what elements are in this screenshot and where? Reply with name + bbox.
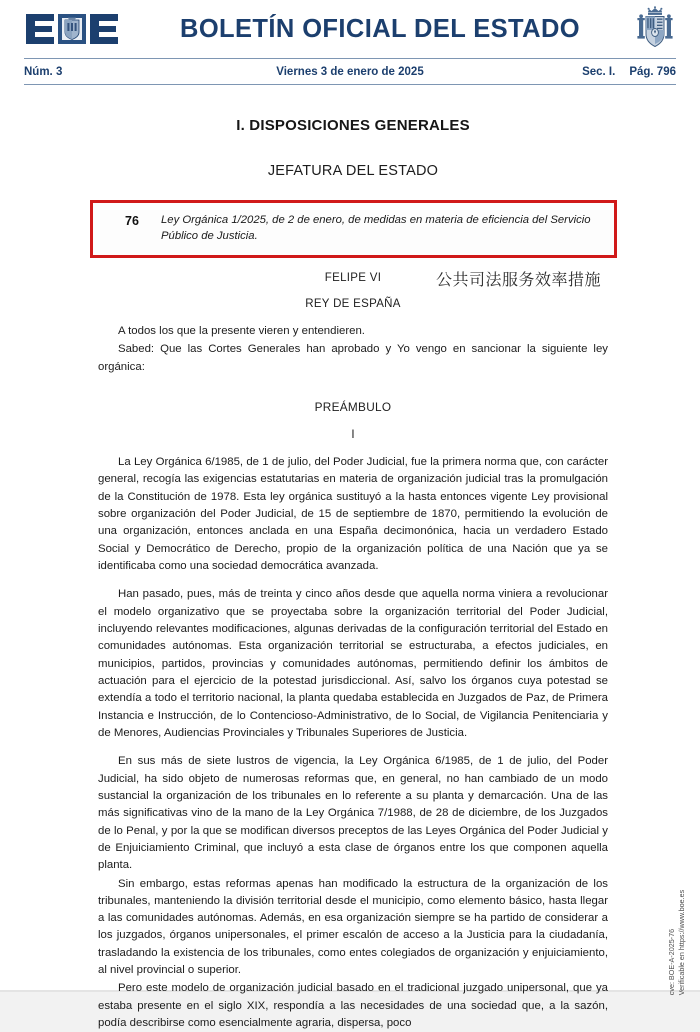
king-name: FELIPE VI xyxy=(324,271,382,284)
cve-rotated-text xyxy=(668,890,687,995)
section-heading: I. DISPOSICIONES GENERALES xyxy=(236,117,470,134)
body-paragraph: Han pasado, pues, más de treinta y cinco años desde que aquella norma viniera a revolucionar el modelo organizativo que se proyectaba sobre la organización territorial del Poder Judicial, incluyendo relevantes modificaciones, algunas derivadas de la configuración territorial del Estado en comunidades autónomas. Esta organización territorial se estructuraba, a efectos judiciales, en municipios, partidos, provincias y comunidades autónomas, permitiendo definir los ámbitos de actuación para el ejercicio de la potestad jurisdiccional. Así, salvo los órganos cuya potestad se extendía a todo el territorio nacional, la planta quedaba establecida en Juzgados de Paz, de Primera Instancia e Instrucción, de lo Contencioso-Administrativo, de lo Social, de Vigilancia Penitenciaria y de Menores, Audiencias Provinciales y Tribunales Superiores de Justicia. xyxy=(98,588,608,739)
issue-bar-container xyxy=(0,58,700,85)
body-paragraph: En sus más de siete lustros de vigencia, la Ley Orgánica 6/1985, de 1 de julio, del Poder Judicial, ha sido objeto de numerosas reformas que, en general, no han cambiado de un modo sustancial la organización de los tribunales en lo referente a su planta y demarcación. Una de las más significativas vino de la mano de la Ley Orgánica 7/1988, de 28 de diciembre, de los Juzgados de lo Penal, y por la que se modifican diversos preceptos de las Leyes Orgánica del Poder Judicial y de Enjuiciamiento Criminal, que incluyó a esta clase de órganos entre los que componen aquella planta. xyxy=(98,755,608,872)
king-title: REY DE ESPAÑA xyxy=(305,297,401,310)
issue-date: Viernes 3 de enero de 2025 xyxy=(276,65,424,78)
royal-sanction-block xyxy=(98,269,608,310)
page-label: Pág. 796 xyxy=(629,65,676,78)
intro-paragraph-1: A todos los que la presente vieren y entendieren. xyxy=(118,324,365,337)
body-paragraph: Sin embargo, estas reformas apenas han modificado la estructura de la organización de los tribunales, manteniendo la división territorial desde el municipio, como elemento básico, hasta llegar a las comunidades autónomas. Además, en esa organización siempre se ha partido de considerar a los juzgados, órganos unipersonales, el primer escalón de acceso a la Justicia para la ciudadanía, trasladando la existencia de los tribunales, como entes colegiados de organización y enjuiciamiento, al nivel provincial o superior. xyxy=(98,877,608,977)
organ-heading: JEFATURA DEL ESTADO xyxy=(267,163,439,179)
masthead xyxy=(0,0,700,58)
intro-paragraph-2: Sabed: Que las Cortes Generales han aprobado y Yo vengo en sancionar la siguiente ley orgánica: xyxy=(98,343,608,373)
disposition-number: 76 xyxy=(125,214,139,228)
preamble-heading: PREÁMBULO xyxy=(314,399,392,414)
boe-logo-icon[interactable] xyxy=(24,12,120,46)
issue-number: Núm. 3 xyxy=(24,65,63,78)
issue-locator xyxy=(526,66,676,78)
spanish-coat-of-arms-icon xyxy=(634,6,676,52)
body-paragraph: Pero este modelo de organización judicial basado en el tradicional juzgado unipersonal, que ya estaba presente en el siglo XIX, respondía a las necesidades de una sociedad que, a la sazón, podía describirse como esencialmente agraria, dispersa, poco xyxy=(98,982,608,1030)
chinese-annotation: 公共司法服务效率措施 xyxy=(436,269,602,289)
page-title: BOLETÍN OFICIAL DEL ESTADO xyxy=(180,14,580,43)
disposition-title[interactable]: Ley Orgánica 1/2025, de 2 de enero, de medidas en materia de eficiencia del Servicio Público de Justicia. xyxy=(161,214,591,243)
cve-verify-url[interactable]: Verificable en https://www.boe.es xyxy=(677,889,687,996)
preamble-numeral: I xyxy=(351,428,355,441)
cve-sidebar xyxy=(660,692,694,996)
disposition-highlight-box[interactable] xyxy=(90,200,617,258)
section-label: Sec. I. xyxy=(582,65,616,78)
body-paragraph: La Ley Orgánica 6/1985, de 1 de julio, del Poder Judicial, fue la primera norma que, con carácter general, recogía las exigencias estatutarias en materia de organización judicial tras la promulgación de la Constitución de 1978. Esta ley orgánica sustituyó a la hasta entonces vigente Ley provisional sobre organización del Poder Judicial, de 15 de septiembre de 1870, permitiendo la evolución de una organización, entonces anclada en una España decimonónica, hacia un verdadero Estado Social y Democrático de Derecho, propio de la organización política de una Nación que ya se identificaba como una sociedad democrática avanzada. xyxy=(98,455,608,572)
cve-code: cve: BOE-A-2025-76 xyxy=(667,928,677,996)
document-body xyxy=(0,117,700,1032)
issue-bar xyxy=(24,58,676,85)
